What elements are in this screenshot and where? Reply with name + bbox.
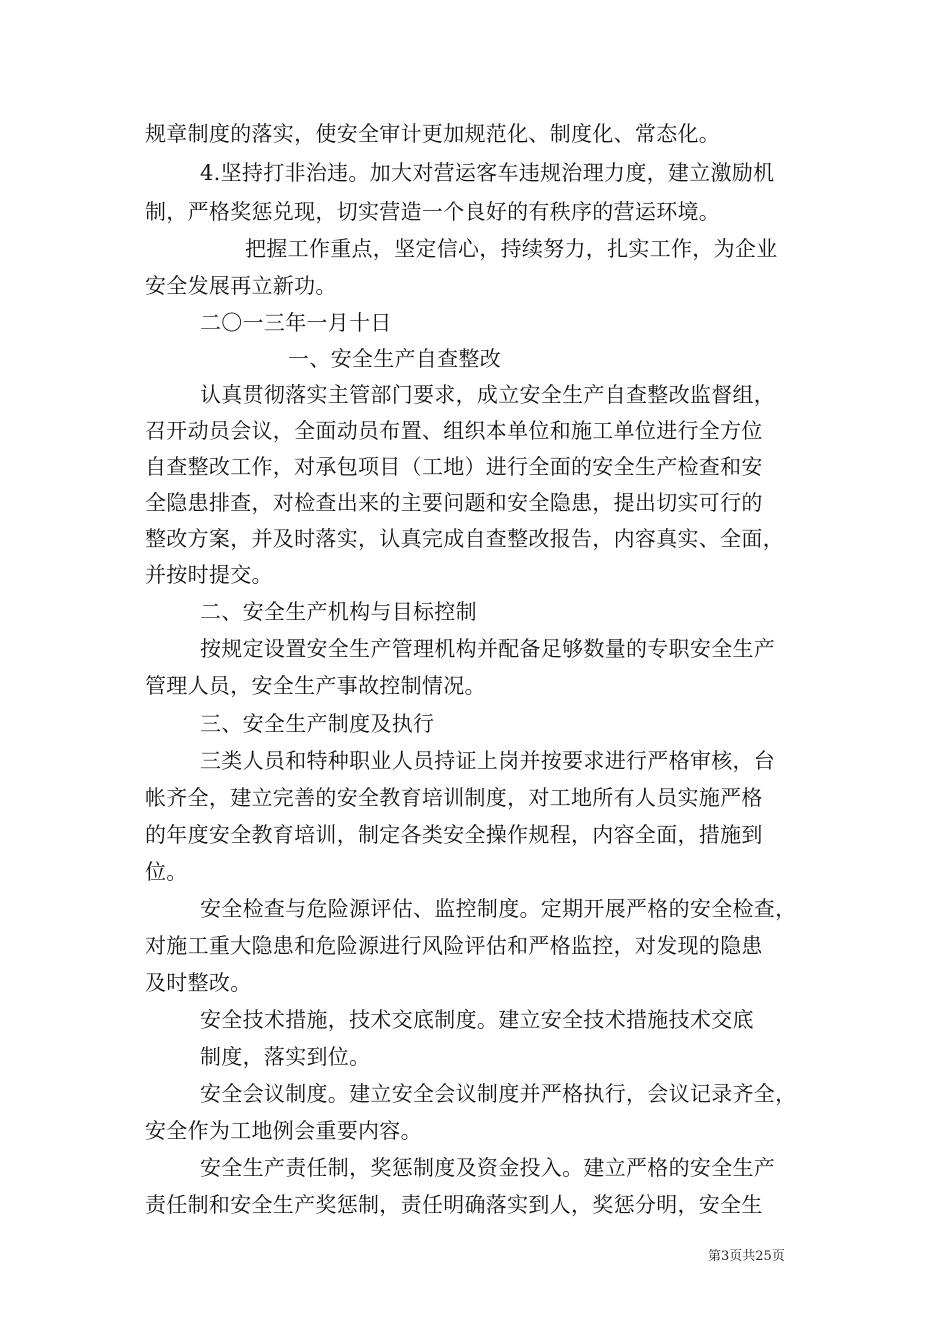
- text-line: 4.坚持打非治违。加大对营运客车违规治理力度，建立激励机: [200, 161, 775, 185]
- text-line: 整改方案，并及时落实，认真完成自查整改报告，内容真实、全面，: [145, 527, 784, 551]
- text-line: 及时整改。: [145, 971, 252, 995]
- text-line: 对施工重大隐患和危险源进行风险评估和严格监控，对发现的隐患: [145, 934, 763, 958]
- section-heading: 一、安全生产自查整改: [288, 347, 501, 371]
- page-number-footer: 第3页共25页: [708, 1249, 785, 1264]
- text-line: 安全生产责任制，奖惩制度及资金投入。建立严格的安全生产: [200, 1156, 776, 1180]
- text-line: 三类人员和特种职业人员持证上岗并按要求进行严格审核，台: [200, 749, 776, 773]
- text-line: 规章制度的落实，使安全审计更加规范化、制度化、常态化。: [145, 122, 721, 146]
- text-line: 责任制和安全生产奖惩制，责任明确落实到人，奖惩分明，安全生: [145, 1193, 763, 1217]
- text-line: 认真贯彻落实主管部门要求，成立安全生产自查整改监督组，: [200, 383, 776, 407]
- text-line: 自查整改工作，对承包项目（工地）进行全面的安全生产检查和安: [145, 455, 763, 479]
- text-line: 按规定设置安全生产管理机构并配备足够数量的专职安全生产: [200, 637, 776, 661]
- section-heading: 二、安全生产机构与目标控制: [200, 600, 477, 624]
- text-line: 制，严格奖惩兑现，切实营造一个良好的有秩序的营运环境。: [145, 200, 721, 224]
- text-line: 帐齐全，建立完善的安全教育培训制度，对工地所有人员实施严格: [145, 786, 763, 810]
- text-line: 安全检查与危险源评估、监控制度。定期开展严格的安全检查，: [200, 897, 797, 921]
- text-line: 并按时提交。: [145, 563, 273, 587]
- text-line: 安全发展再立新功。: [145, 274, 337, 298]
- text-line: 安全会议制度。建立安全会议制度并严格执行，会议记录齐全，: [200, 1082, 797, 1106]
- text-line: 制度，落实到位。: [200, 1045, 371, 1069]
- section-heading: 三、安全生产制度及执行: [200, 712, 435, 736]
- signature-date: 二〇一三年一月十日: [200, 311, 392, 335]
- text-line: 召开动员会议，全面动员布置、组织本单位和施工单位进行全方位: [145, 419, 763, 443]
- text-line: 全隐患排查，对检查出来的主要问题和安全隐患，提出切实可行的: [145, 491, 763, 515]
- text-line: 管理人员，安全生产事故控制情况。: [145, 674, 486, 698]
- text-line: 安全技术措施，技术交底制度。建立安全技术措施技术交底: [200, 1008, 754, 1032]
- text-line: 安全作为工地例会重要内容。: [145, 1119, 422, 1143]
- text-line: 的年度安全教育培训，制定各类安全操作规程，内容全面，措施到: [145, 823, 763, 847]
- text-line: 把握工作重点，坚定信心，持续努力，扎实工作，为企业: [245, 237, 778, 261]
- text-line: 位。: [145, 860, 188, 884]
